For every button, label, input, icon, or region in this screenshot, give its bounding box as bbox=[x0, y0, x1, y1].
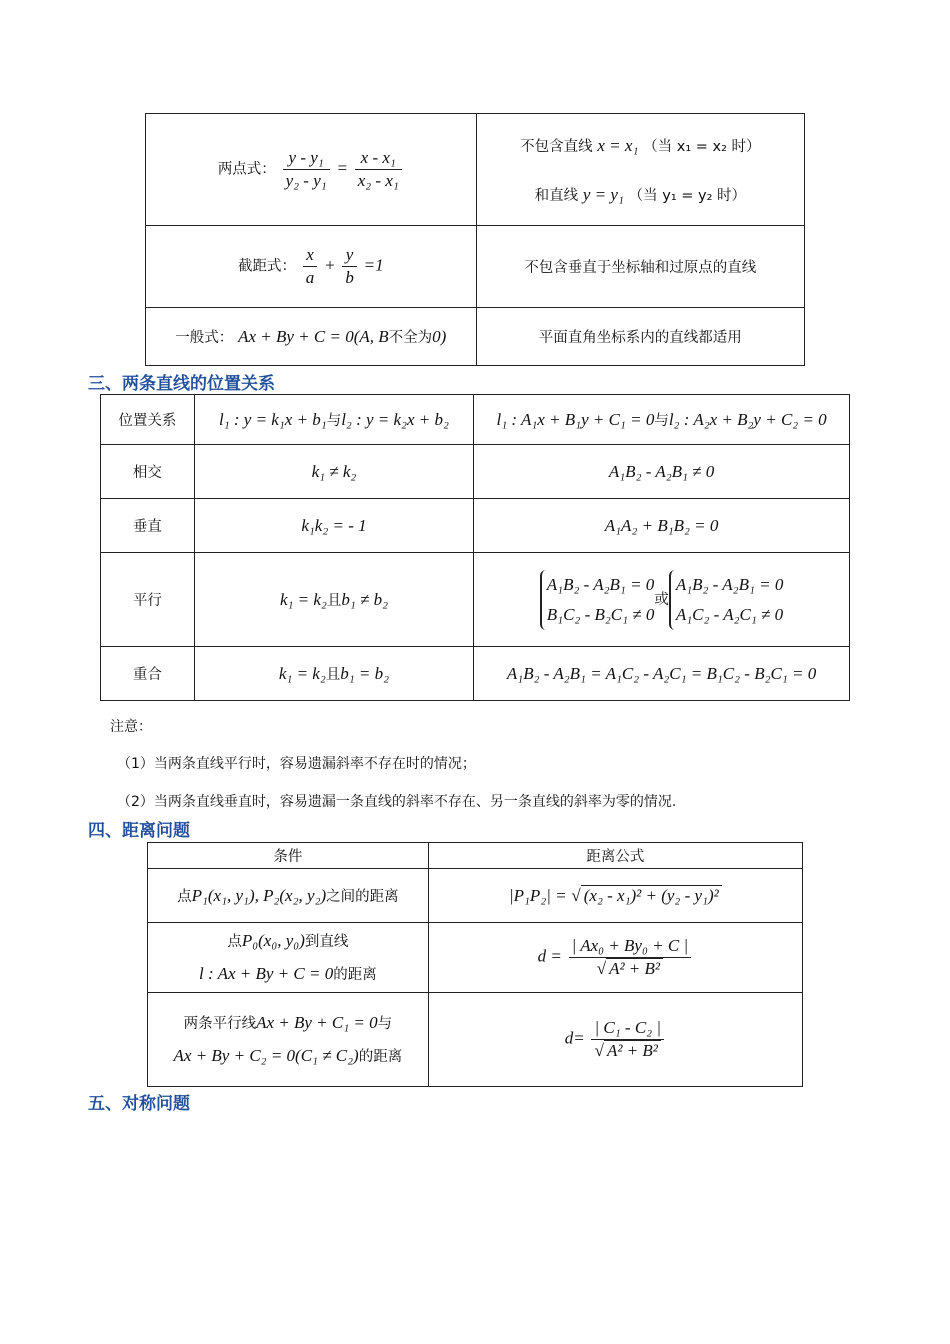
general-condition: A₁B₂ - A₂B₁ ≠ 0 bbox=[474, 445, 850, 499]
math-expr: 0) bbox=[432, 327, 447, 346]
slope-condition: k₁ ≠ k₂ bbox=[194, 445, 473, 499]
two-point-form-row bbox=[146, 114, 805, 226]
fraction bbox=[591, 1018, 664, 1061]
relation-name: 相交 bbox=[101, 445, 195, 499]
two-point-form-cell bbox=[146, 114, 477, 226]
table-header-row bbox=[148, 843, 803, 869]
column-header: 条件 bbox=[148, 843, 429, 869]
math-expr: l₁ : y = k₁x + b₁ bbox=[219, 410, 327, 429]
math-expr: l : Ax + By + C = 0 bbox=[199, 963, 334, 983]
table-row bbox=[101, 647, 850, 701]
note-item: （2）当两条直线垂直时，容易遗漏一条直线的斜率不存在、另一条直线的斜率为零的情况. bbox=[117, 794, 677, 810]
formula-cell bbox=[428, 869, 802, 923]
notes-title: 注意： bbox=[110, 719, 152, 735]
math-expr: P₁(x₁, y₁), P₂(x₂, y₂) bbox=[191, 886, 327, 905]
fraction bbox=[283, 148, 330, 191]
intercept-note-cell: 不包含垂直于坐标轴和过原点的直线 bbox=[476, 226, 804, 308]
math-expr: b₁ ≠ b₂ bbox=[341, 590, 388, 609]
position-relation-table bbox=[100, 394, 850, 701]
radicand: (x₂ - x₁)² + (y₂ - y₁)² bbox=[581, 885, 722, 905]
column-header: 位置关系 bbox=[101, 395, 195, 445]
math-expr: A₁B₂ - A₂B₁ = 0 bbox=[675, 574, 784, 594]
math-expr: A₁C₂ - A₂C₁ ≠ 0 bbox=[675, 604, 784, 624]
brace-system bbox=[540, 570, 655, 630]
form-label: 一般式： bbox=[175, 330, 234, 346]
numerator: y bbox=[342, 245, 357, 267]
intercept-form-row bbox=[146, 226, 805, 308]
general-condition bbox=[474, 553, 850, 647]
math-expr: Ax + By + C = 0(A, B bbox=[238, 327, 389, 346]
table-row bbox=[101, 553, 850, 647]
section-heading: 五、对称问题 bbox=[88, 1094, 190, 1114]
column-header bbox=[194, 395, 473, 445]
denominator: b bbox=[345, 268, 354, 287]
condition-text: 到直线 bbox=[304, 933, 349, 950]
condition-text: 的距离 bbox=[333, 966, 377, 983]
slope-condition bbox=[194, 647, 473, 701]
math-expr: Ax + By + C₁ = 0 bbox=[256, 1012, 378, 1032]
math-expr: l₁ : A₁x + B₁y + C₁ = 0 bbox=[496, 410, 655, 429]
conjunction: 且 bbox=[325, 667, 341, 683]
math-expr: Ax + By + C₂ = 0(C₁ ≠ C₂) bbox=[173, 1045, 359, 1065]
relation-name: 垂直 bbox=[101, 499, 195, 553]
column-header bbox=[474, 395, 850, 445]
plus-sign: + bbox=[324, 255, 336, 275]
numerator: x - x₁ bbox=[355, 148, 402, 170]
sqrt-sign: √ bbox=[594, 1041, 604, 1060]
denominator: a bbox=[305, 268, 315, 287]
math-expr: =1 bbox=[363, 255, 384, 275]
fraction bbox=[355, 148, 402, 191]
condition-text: 点 bbox=[177, 889, 192, 905]
math-expr: b₁ = b₂ bbox=[340, 664, 390, 683]
condition-text: 之间的距离 bbox=[326, 889, 399, 905]
line-forms-table bbox=[145, 113, 805, 366]
distance-table bbox=[147, 842, 803, 1087]
condition-text: 两条平行线 bbox=[183, 1015, 257, 1032]
note-item: （1）当两条直线平行时，容易遗漏斜率不存在时的情况； bbox=[117, 756, 476, 772]
math-text: 不全为 bbox=[388, 330, 433, 346]
math-expr: d= bbox=[564, 1028, 585, 1048]
general-condition: A₁B₂ - A₂B₁ = A₁C₂ - A₂C₁ = B₁C₂ - B₂C₁ = 0 bbox=[474, 647, 850, 701]
two-point-note-cell bbox=[476, 114, 804, 226]
note-text: 不包含直线 bbox=[520, 138, 593, 155]
numerator: y - y₁ bbox=[283, 148, 330, 170]
table-row bbox=[101, 499, 850, 553]
condition-cell bbox=[148, 993, 429, 1087]
conjunction: 且 bbox=[326, 593, 342, 609]
table-row bbox=[148, 923, 803, 993]
numerator: x bbox=[303, 245, 318, 267]
table-row bbox=[148, 869, 803, 923]
math-expr: l₂ : A₂x + B₂y + C₂ = 0 bbox=[668, 410, 827, 429]
condition-text: 点 bbox=[227, 933, 242, 950]
relation-name: 平行 bbox=[101, 553, 195, 647]
math-expr: k₁ = k₂ bbox=[278, 664, 326, 683]
condition-cell bbox=[148, 869, 429, 923]
general-condition: A₁A₂ + B₁B₂ = 0 bbox=[474, 499, 850, 553]
slope-condition bbox=[194, 553, 473, 647]
brace-system bbox=[669, 570, 784, 630]
section-heading: 四、距离问题 bbox=[88, 821, 190, 841]
denominator: x₂ - x₁ bbox=[357, 171, 399, 190]
radicand: A² + B² bbox=[604, 1040, 661, 1060]
form-label: 截距式： bbox=[238, 258, 296, 275]
condition-text: 与 bbox=[377, 1015, 393, 1032]
math-expr: |P₁P₂| = bbox=[508, 885, 567, 905]
formula-cell bbox=[428, 923, 802, 993]
sqrt-sign: √ bbox=[596, 959, 607, 978]
conjunction: 与 bbox=[326, 413, 342, 429]
math-expr: P₀(x₀, y₀) bbox=[241, 930, 305, 950]
fraction bbox=[303, 245, 318, 288]
table-row bbox=[101, 445, 850, 499]
formula-cell bbox=[428, 993, 802, 1087]
fraction bbox=[342, 245, 357, 288]
math-expr: x = x₁ bbox=[597, 135, 639, 155]
conjunction: 与 bbox=[654, 413, 669, 429]
math-expr: k₁ = k₂ bbox=[279, 590, 327, 609]
condition-text: 的距离 bbox=[358, 1048, 403, 1065]
numerator: | Ax₀ + By₀ + C | bbox=[569, 936, 692, 958]
conjunction: 或 bbox=[654, 591, 669, 608]
numerator: | C₁ - C₂ | bbox=[591, 1018, 664, 1040]
section-heading: 三、两条直线的位置关系 bbox=[88, 374, 275, 394]
note-condition: （当 x₁ = x₂ 时） bbox=[643, 138, 761, 155]
denominator: y₂ - y₁ bbox=[285, 171, 327, 190]
math-expr: y = y₁ bbox=[582, 184, 624, 204]
general-note-cell: 平面直角坐标系内的直线都适用 bbox=[476, 308, 804, 366]
math-expr: d = bbox=[537, 946, 562, 966]
sqrt-sign: √ bbox=[571, 885, 581, 905]
relation-name: 重合 bbox=[101, 647, 195, 701]
equals-sign: = bbox=[336, 158, 348, 178]
note-text: 和直线 bbox=[534, 187, 579, 204]
general-form-cell bbox=[146, 308, 477, 366]
table-header-row bbox=[101, 395, 850, 445]
math-expr: A₁B₂ - A₂B₁ = 0 bbox=[546, 574, 655, 594]
math-expr: l₂ : y = k₂x + b₂ bbox=[341, 410, 449, 429]
math-expr: B₁C₂ - B₂C₁ ≠ 0 bbox=[546, 604, 655, 624]
denominator bbox=[569, 958, 692, 979]
form-label: 两点式： bbox=[217, 161, 276, 178]
slope-condition: k₁k₂ = - 1 bbox=[194, 499, 473, 553]
intercept-form-cell bbox=[146, 226, 477, 308]
denominator bbox=[591, 1040, 664, 1061]
fraction bbox=[569, 936, 692, 979]
radicand: A² + B² bbox=[606, 958, 663, 978]
note-condition: （当 y₁ = y₂ 时） bbox=[628, 187, 747, 204]
condition-cell bbox=[148, 923, 429, 993]
general-form-row bbox=[146, 308, 805, 366]
table-row bbox=[148, 993, 803, 1087]
column-header: 距离公式 bbox=[428, 843, 802, 869]
